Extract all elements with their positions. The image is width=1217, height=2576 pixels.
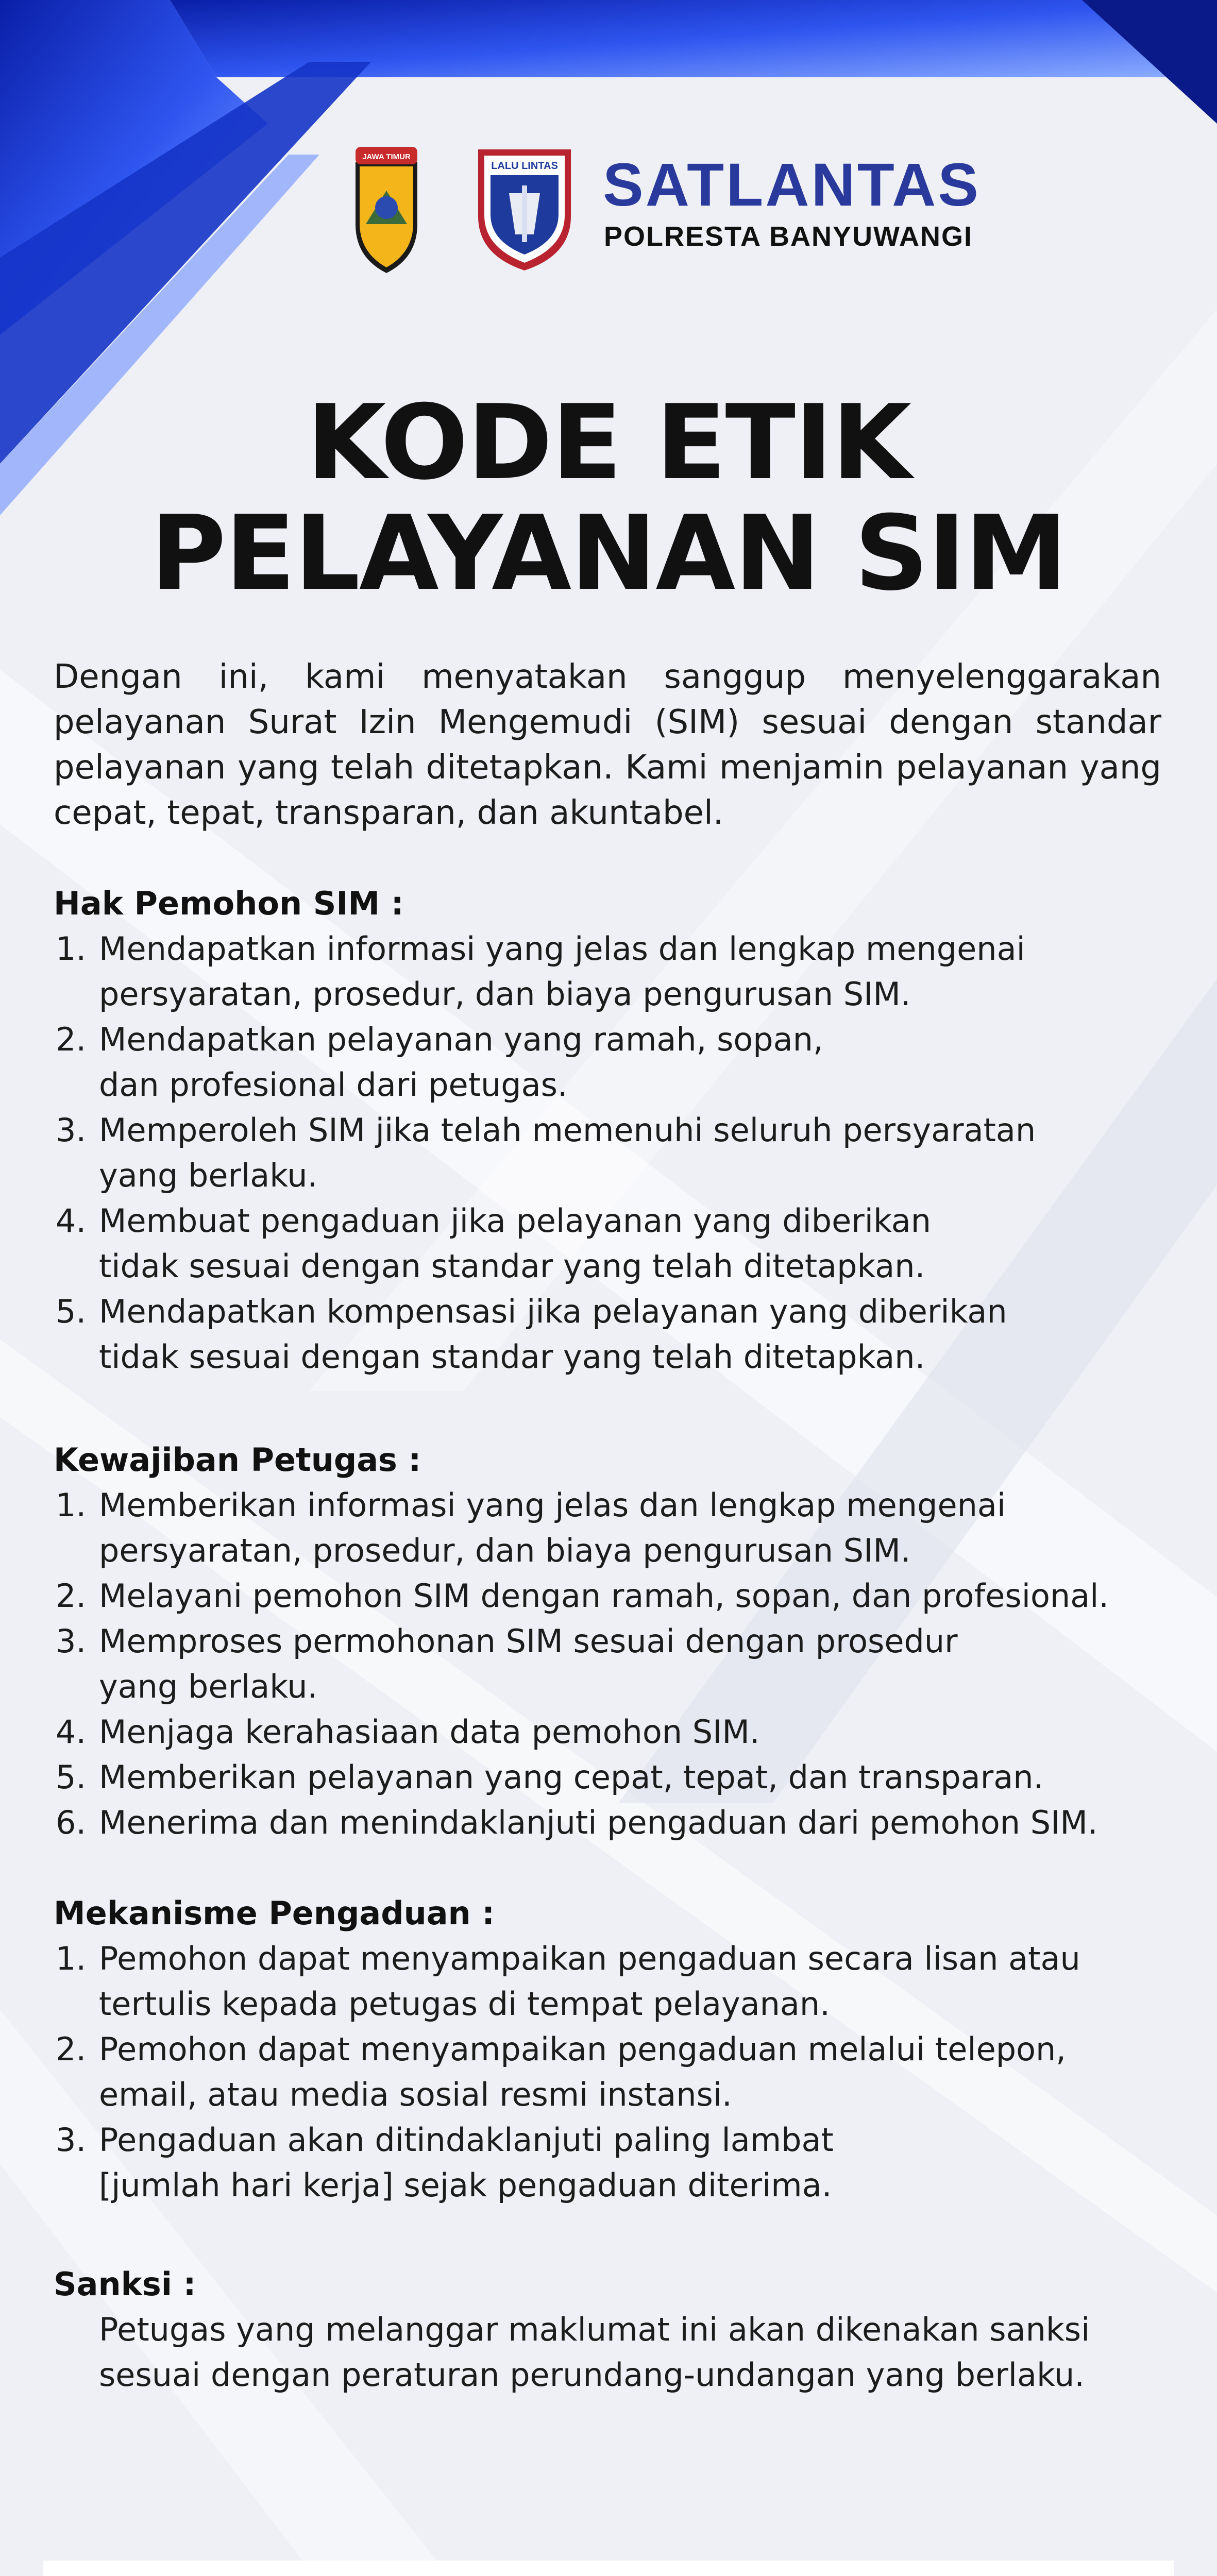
section-hak-pemohon (54, 881, 1177, 1380)
sanksi-line: sesuai dengan peraturan perundang-undangan yang berlaku. (99, 2356, 1085, 2394)
list-number: 4. (56, 1202, 87, 1240)
list-number: 6. (56, 1804, 87, 1841)
list-item-line: persyaratan, prosedur, dan biaya pengurusan SIM. (99, 1532, 911, 1569)
jawa-timur-label: JAWA TIMUR (362, 152, 411, 161)
list-item-line: tidak sesuai dengan standar yang telah ditetapkan. (99, 1338, 925, 1376)
main-title-line-2: PELAYANAN SIM (150, 494, 1067, 614)
list-item-line: Mendapatkan kompensasi jika pelayanan yang diberikan (99, 1293, 1007, 1330)
list-item-line: email, atau media sosial resmi instansi. (99, 2076, 732, 2113)
list-item (54, 1483, 1177, 1573)
list-number: 1. (56, 1486, 87, 1524)
list-item (54, 1017, 1177, 1108)
sanksi-line: Petugas yang melanggar maklumat ini akan dikenakan sanksi (99, 2311, 1090, 2348)
list-number: 1. (56, 930, 87, 968)
list-item-line: yang berlaku. (99, 1668, 318, 1705)
list-item-line: yang berlaku. (99, 1157, 318, 1194)
list-number: 2. (56, 1021, 87, 1058)
list-number: 1. (56, 1940, 87, 1977)
list-item-line: persyaratan, prosedur, dan biaya pengurusan SIM. (99, 975, 911, 1013)
list-item-line: Memberikan pelayanan yang cepat, tepat, dan transparan. (99, 1758, 1044, 1796)
list-item (54, 1619, 1177, 1709)
sanksi-text (54, 2307, 1177, 2398)
list-item (54, 926, 1177, 1017)
main-title-line-1: KODE ETIK (306, 383, 911, 503)
list-item (54, 1800, 1177, 1845)
hak-list (54, 926, 1177, 1380)
list-item (54, 1709, 1177, 1755)
list-item (54, 1198, 1177, 1289)
list-item (54, 1755, 1177, 1800)
jawa-timur-police-badge-logo (350, 147, 422, 276)
lalu-lintas-label: LALU LINTAS (491, 160, 558, 172)
list-item-line: dan profesional dari petugas. (99, 1066, 568, 1104)
list-number: 3. (56, 1111, 87, 1149)
list-item-line: Pengaduan akan ditindaklanjuti paling lambat (99, 2121, 834, 2159)
list-item-line: Memberikan informasi yang jelas dan lengkap mengenai (99, 1486, 1006, 1524)
lalu-lintas-badge-logo (473, 144, 576, 273)
list-item (54, 1108, 1177, 1198)
section-kewajiban-petugas (54, 1437, 1177, 1845)
list-item (54, 2027, 1177, 2117)
list-item-line: Memperoleh SIM jika telah memenuhi seluruh persyaratan (99, 1111, 1036, 1149)
brand-subtitle: POLRESTA BANYUWANGI (604, 221, 973, 252)
section-sanksi (54, 2262, 1177, 2398)
list-item-line: tidak sesuai dengan standar yang telah ditetapkan. (99, 1247, 925, 1285)
intro-paragraph: Dengan ini, kami menyatakan sanggup menyelenggarakan pelayanan Surat Izin Mengemudi (SIM) sesuai dengan standar pelayanan yang telah ditetapkan. Kami menjamin pelayanan yang cepat, tepat, transparan, dan akuntabel. (54, 658, 1161, 832)
list-item-line: [jumlah hari kerja] sejak pengaduan diterima. (99, 2166, 832, 2204)
list-item (54, 1289, 1177, 1380)
section-heading: Mekanisme Pengaduan : (54, 1894, 495, 1932)
section-heading: Hak Pemohon SIM : (54, 885, 404, 922)
list-item-line: Mendapatkan informasi yang jelas dan lengkap mengenai (99, 930, 1025, 968)
list-item-line: Membuat pengaduan jika pelayanan yang diberikan (99, 1202, 932, 1240)
list-item-line: Memproses permohonan SIM sesuai dengan prosedur (99, 1622, 958, 1660)
list-item (54, 2117, 1177, 2208)
list-item-line: Pemohon dapat menyampaikan pengaduan secara lisan atau (99, 1940, 1080, 1977)
brand-title: SATLANTAS (603, 151, 981, 219)
list-item (54, 1936, 1177, 2027)
list-item-line: Mendapatkan pelayanan yang ramah, sopan, (99, 1021, 823, 1058)
list-number: 2. (56, 1577, 87, 1615)
kewajiban-list (54, 1483, 1177, 1845)
list-number: 3. (56, 2121, 87, 2159)
list-item-line: Melayani pemohon SIM dengan ramah, sopan, dan profesional. (99, 1577, 1109, 1615)
list-item-line: Pemohon dapat menyampaikan pengaduan melalui telepon, (99, 2030, 1067, 2068)
list-item-line: Menjaga kerahasiaan data pemohon SIM. (99, 1713, 760, 1751)
list-number: 4. (56, 1713, 87, 1751)
section-heading: Kewajiban Petugas : (54, 1441, 421, 1479)
list-number: 5. (56, 1758, 87, 1796)
list-item-line: tertulis kepada petugas di tempat pelayanan. (99, 1985, 830, 2023)
section-heading: Sanksi : (54, 2265, 196, 2303)
mekanisme-list (54, 1936, 1177, 2208)
list-number: 5. (56, 1293, 87, 1330)
section-mekanisme-pengaduan (54, 1891, 1177, 2208)
list-item (54, 1573, 1177, 1619)
list-number: 2. (56, 2030, 87, 2068)
list-number: 3. (56, 1622, 87, 1660)
list-item-line: Menerima dan menindaklanjuti pengaduan dari pemohon SIM. (99, 1804, 1098, 1841)
signature-block (43, 2561, 1174, 2576)
